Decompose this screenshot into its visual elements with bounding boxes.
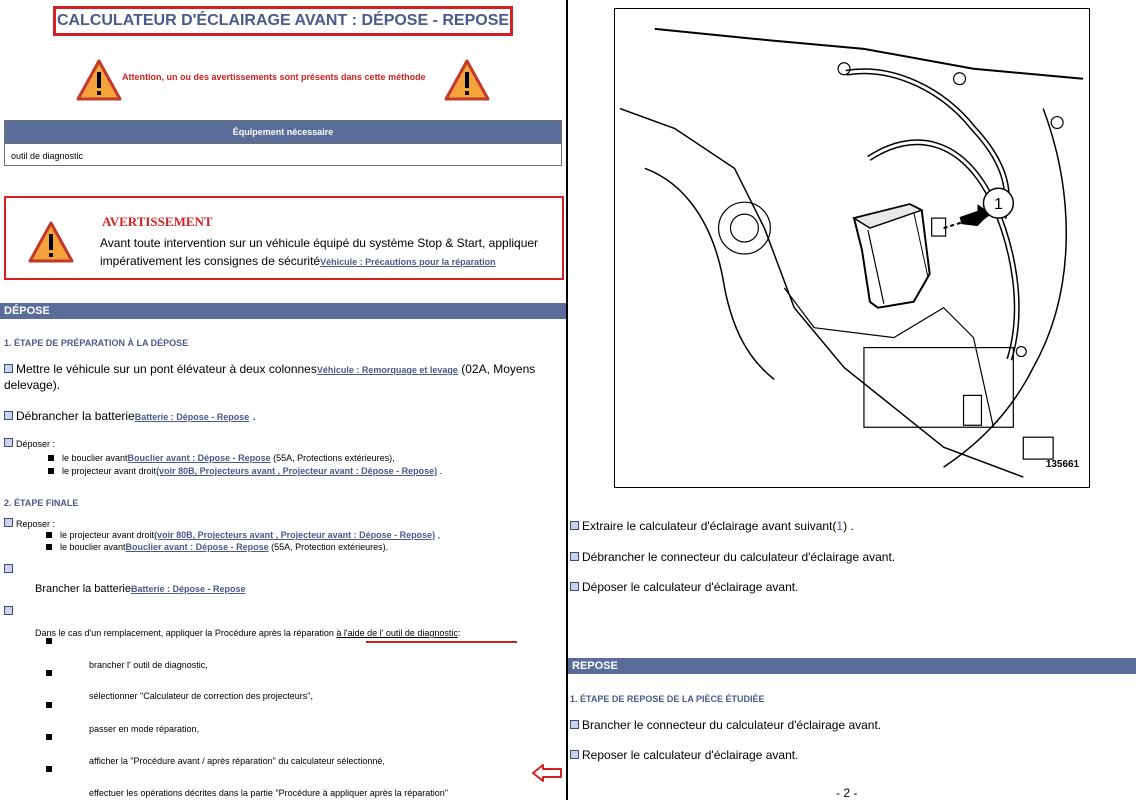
sub-item [60,530,440,540]
bullet-icon [570,521,579,530]
square-bullet-icon [46,544,52,550]
item-label: Reposer : [16,519,56,529]
procedure-step: passer en mode réparation, [89,724,200,734]
square-bullet-icon [46,532,52,538]
bullet-icon [570,582,579,591]
repose-header: REPOSE [568,658,1136,674]
list-item [570,717,881,733]
item-tail: , [435,530,441,540]
square-bullet-icon [46,766,52,772]
square-bullet-icon [46,702,52,708]
warning-line-2: impérativement les consignes de sécurité [100,254,321,268]
technical-drawing [614,8,1090,488]
bumper-link[interactable]: Bouclier avant : Dépose - Repose [125,542,269,552]
square-bullet-icon [46,734,52,740]
square-bullet-icon [48,468,54,474]
attention-notice: Attention, un ou des avertissements sont présents dans cette méthode [122,72,426,82]
item-tail: . [249,409,256,423]
item-text: Déposer le calculateur d'éclairage avant. [582,580,799,594]
procedure-step: effectuer les opérations décrites dans la partie "Procédure à appliquer après la réparation" [89,788,448,798]
replacement-text [35,628,460,638]
item-text: Brancher la batterie [35,583,131,595]
item-continuation: delevage). [4,378,61,392]
depose-header: DÉPOSE [0,303,566,319]
item-tail: . [437,466,443,476]
diagnostic-tool-text: à l'aide de l' outil de diagnostic [336,628,458,638]
item-text: Reposer le calculateur d'éclairage avant. [582,748,799,762]
procedure-step: brancher l' outil de diagnostic, [89,660,208,670]
item-text: le bouclier avant [62,453,128,463]
item-tail: ) . [843,519,854,533]
list-item [4,438,55,449]
warning-title: AVERTISSEMENT [102,214,213,229]
headlight-link[interactable]: (voir 80B, Projecteurs avant , Projecteur avant : Dépose - Repose) [156,466,438,476]
step-2-title: 2. ÉTAPE FINALE [4,498,79,508]
callout-reference: 1 [836,519,844,533]
warning-line-1: Avant toute intervention sur un véhicule équipé du système Stop & Start, appliquer [100,236,539,250]
item-tail: (55A, Protections extérieures), [270,453,395,463]
list-item [35,581,246,597]
bullet-icon [4,364,13,373]
repose-step-title: 1. ÉTAPE DE REPOSE DE LA PIÈCE ÉTUDIÉE [570,694,765,704]
item-text: Dans le cas d'un remplacement, appliquer la Procédure après la réparation [35,628,337,638]
battery-link[interactable]: Batterie : Dépose - Repose [131,584,246,594]
red-arrow-icon [532,764,562,782]
square-bullet-icon [48,455,54,461]
safety-link[interactable]: Véhicule : Précautions pour la réparation [320,257,496,267]
headlight-link[interactable]: (voir 80B, Projecteurs avant , Projecteur avant : Dépose - Repose) [154,530,436,540]
square-bullet-icon [46,670,52,676]
item-label: Déposer : [16,439,56,449]
bullet-icon [570,750,579,759]
red-underline [366,641,517,643]
bumper-link[interactable]: Bouclier avant : Dépose - Repose [127,453,271,463]
battery-link[interactable]: Batterie : Dépose - Repose [134,412,250,422]
item-tail: (02A, Moyens [457,362,536,376]
list-item [570,579,798,595]
procedure-step: sélectionner "Calculateur de correction des projecteurs", [89,691,314,701]
page-title: CALCULATEUR D'ÉCLAIRAGE AVANT : DÉPOSE - REPOSE [53,6,513,36]
list-item [570,518,854,534]
equipment-header: Équipement nécessaire [5,121,561,143]
item-text: le projecteur avant droit [62,466,157,476]
item-text: Débrancher le connecteur du calculateur d'éclairage avant. [582,550,896,564]
list-item [4,408,256,425]
list-item [570,549,895,565]
right-page [568,0,1136,800]
square-bullet-icon [46,638,52,644]
bullet-icon [570,720,579,729]
list-item [4,518,55,529]
warning-triangle-icon [28,220,74,264]
towing-link[interactable]: Véhicule : Remorquage et levage [316,365,458,375]
figure-reference: 135661 [1045,459,1080,471]
item-text: le bouclier avant [60,542,126,552]
bullet-icon [4,564,13,573]
procedure-step: afficher la "Procédure avant / après réparation" du calculateur sélectionné, [89,756,385,766]
sub-item [62,453,395,463]
warning-triangle-icon [444,58,490,102]
item-text: le projecteur avant droit [60,530,155,540]
page-number: - 2 - [836,786,858,800]
bullet-icon [570,552,579,561]
step-1-title: 1. ÉTAPE DE PRÉPARATION À LA DÉPOSE [4,338,189,348]
warning-triangle-icon [76,58,122,102]
sub-item [62,466,442,476]
warning-box [4,196,564,280]
item-tail: (55A, Protection extérieures). [268,542,389,552]
equipment-item: outil de diagnostic [5,143,561,168]
bullet-icon [4,518,13,527]
bullet-icon [4,438,13,447]
callout-number: 1 [993,196,1003,214]
item-tail: : [457,628,461,638]
item-text: Débrancher la batterie [16,409,135,423]
item-text: Brancher le connecteur du calculateur d'éclairage avant. [582,718,882,732]
list-item [4,361,554,378]
bullet-icon [4,606,13,615]
sub-item [60,542,388,552]
equipment-table [4,120,562,166]
left-page [0,0,566,800]
engine-bay-drawing [615,9,1089,487]
warning-text [100,234,560,271]
item-text: Extraire le calculateur d'éclairage avant suivant( [582,519,837,533]
bullet-icon [4,411,13,420]
item-text: Mettre le véhicule sur un pont élévateur à deux colonnes [16,362,317,376]
list-item [570,747,798,763]
